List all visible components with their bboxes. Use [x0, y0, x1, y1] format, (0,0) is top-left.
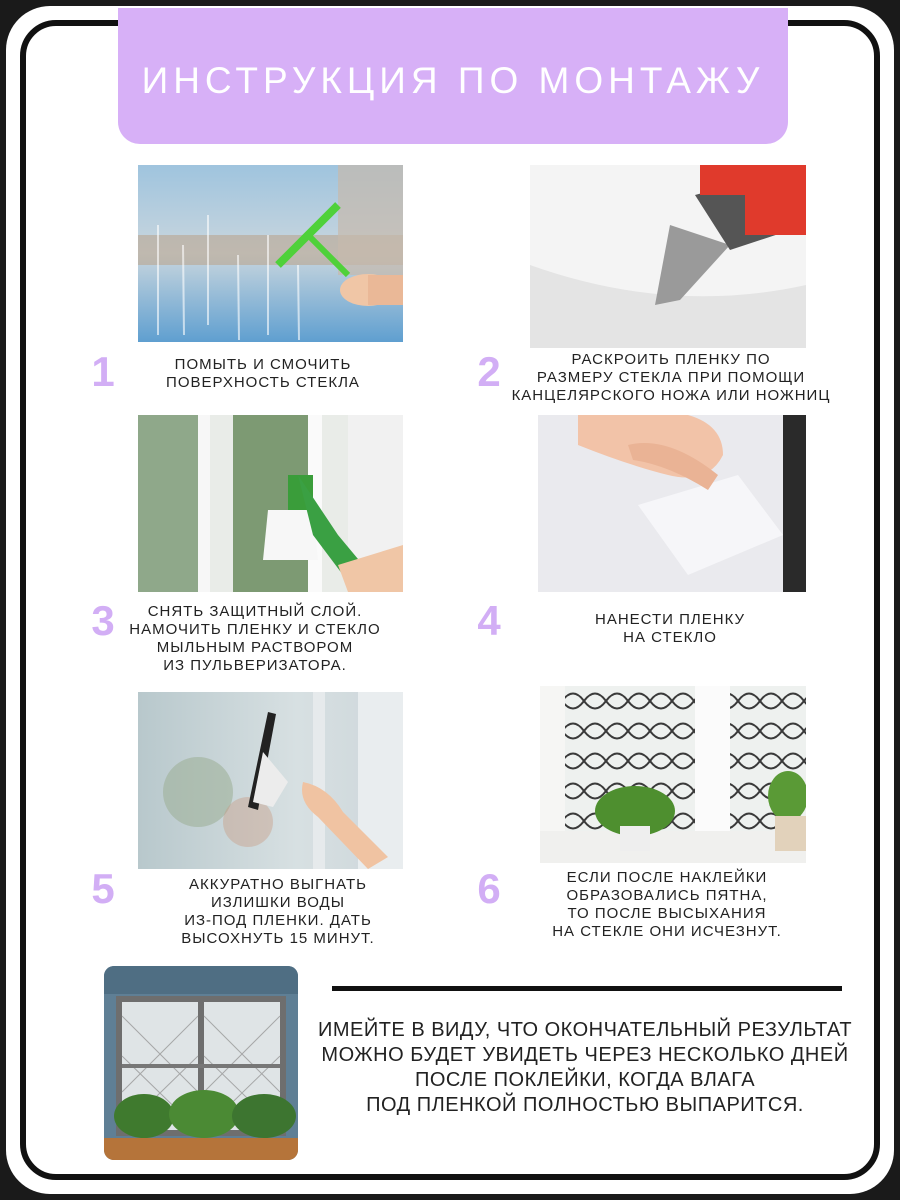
step-6-number: 6	[477, 865, 501, 912]
title-banner	[118, 8, 788, 144]
step-4-caption: НАНЕСТИ ПЛЕНКУ НА СТЕКЛО	[594, 611, 746, 646]
step-6-photo	[540, 686, 806, 863]
step-2-photo	[530, 165, 806, 348]
page-title: ИНСТРУКЦИЯ ПО МОНТАЖУ	[141, 60, 765, 101]
step-2-caption: РАСКРОИТЬ ПЛЕНКУ ПО РАЗМЕРУ СТЕКЛА ПРИ ПОМОЩИ КАНЦЕЛЯРСКОГО НОЖА ИЛИ НОЖНИЦ	[511, 351, 831, 404]
step-1-number: 1	[91, 348, 115, 395]
step-2-number: 2	[477, 348, 501, 395]
step-5-number: 5	[91, 865, 115, 912]
step-5-caption: АККУРАТНО ВЫГНАТЬ ИЗЛИШКИ ВОДЫ ИЗ-ПОД ПЛЕНКИ. ДАТЬ ВЫСОХНУТЬ 15 МИНУТ.	[181, 876, 375, 947]
step-3-number: 3	[91, 597, 115, 644]
result-photo	[104, 966, 298, 1160]
step-5-photo	[138, 692, 403, 869]
step-6-caption: ЕСЛИ ПОСЛЕ НАКЛЕЙКИ ОБРАЗОВАЛИСЬ ПЯТНА, ТО ПОСЛЕ ВЫСЫХАНИЯ НА СТЕКЛЕ ОНИ ИСЧЕЗНУТ.	[552, 869, 782, 940]
step-4-number: 4	[477, 597, 501, 644]
step-3-caption: СНЯТЬ ЗАЩИТНЫЙ СЛОЙ. НАМОЧИТЬ ПЛЕНКУ И СТЕКЛО МЫЛЬНЫМ РАСТВОРОМ ИЗ ПУЛЬВЕРИЗАТОРА.	[129, 603, 381, 674]
step-1-photo	[138, 165, 403, 342]
step-1-caption: ПОМЫТЬ И СМОЧИТЬ ПОВЕРХНОСТЬ СТЕКЛА	[166, 356, 360, 391]
step-3-photo	[138, 415, 403, 592]
divider-line	[332, 986, 842, 991]
final-note: ИМЕЙТЕ В ВИДУ, ЧТО ОКОНЧАТЕЛЬНЫЙ РЕЗУЛЬТАТ МОЖНО БУДЕТ УВИДЕТЬ ЧЕРЕЗ НЕСКОЛЬКО ДНЕЙ ПОСЛЕ ПОКЛЕЙКИ, КОГДА ВЛАГА ПОД ПЛЕНКОЙ ПОЛНОСТЬЮ ВЫПАРИТСЯ.	[317, 1019, 853, 1116]
step-4-photo	[538, 415, 806, 592]
